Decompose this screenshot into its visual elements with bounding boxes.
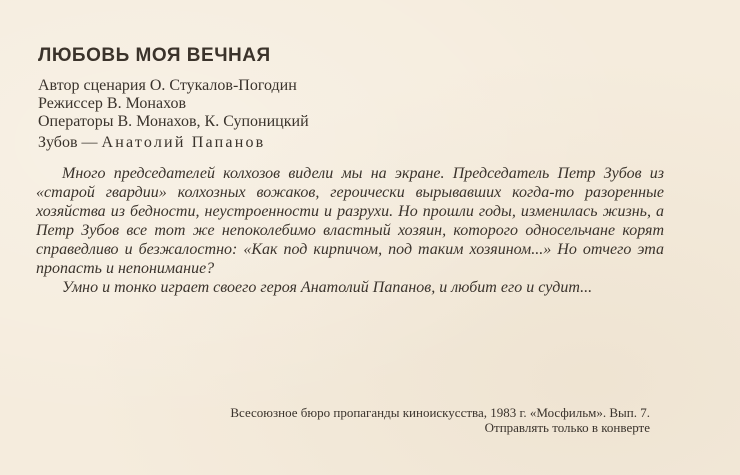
cast-line [38,134,265,152]
cast-dash: — [81,134,98,151]
credit-cinematographers: Операторы В. Монахов, К. Супоницкий [38,113,309,130]
description-paragraph: Умно и тонко играет своего героя Анатолий Папанов, и любит его и судит... [62,279,593,296]
credit-screenwriter: Автор сценария О. Стукалов-Погодин [38,77,297,94]
credit-director: Режиссер В. Монахов [38,95,187,112]
description-paragraph: Много председателей колхозов видели мы на экране. Председатель Петр Зубов из «старой гвардии» колхозных вожаков, героически вырывавших когда-то разоренные хозяйства из бедности, неустроенности и разрухи. Но прошли годы, изменилась жизнь, а Петр Зубов все тот же непоколебимо властный хозяин, которого односельчане корят справедливо и безжалостно: «Как под кирпичом, под таким хозяином...» Но отчего эта пропасть и непонимание? [36,165,664,277]
publisher-footer [160,405,650,435]
description [36,164,664,297]
film-title: ЛЮБОВЬ МОЯ ВЕЧНАЯ [38,45,271,66]
mail-note: Отправлять только в конверте [484,420,650,435]
cast-role: Зубов [38,134,78,151]
publisher-line: Всесоюзное бюро пропаганды киноискусства, 1983 г. «Мосфильм». Вып. 7. [230,405,650,420]
cast-actor: Анатолий Папанов [101,134,266,151]
credits-block [38,77,309,131]
